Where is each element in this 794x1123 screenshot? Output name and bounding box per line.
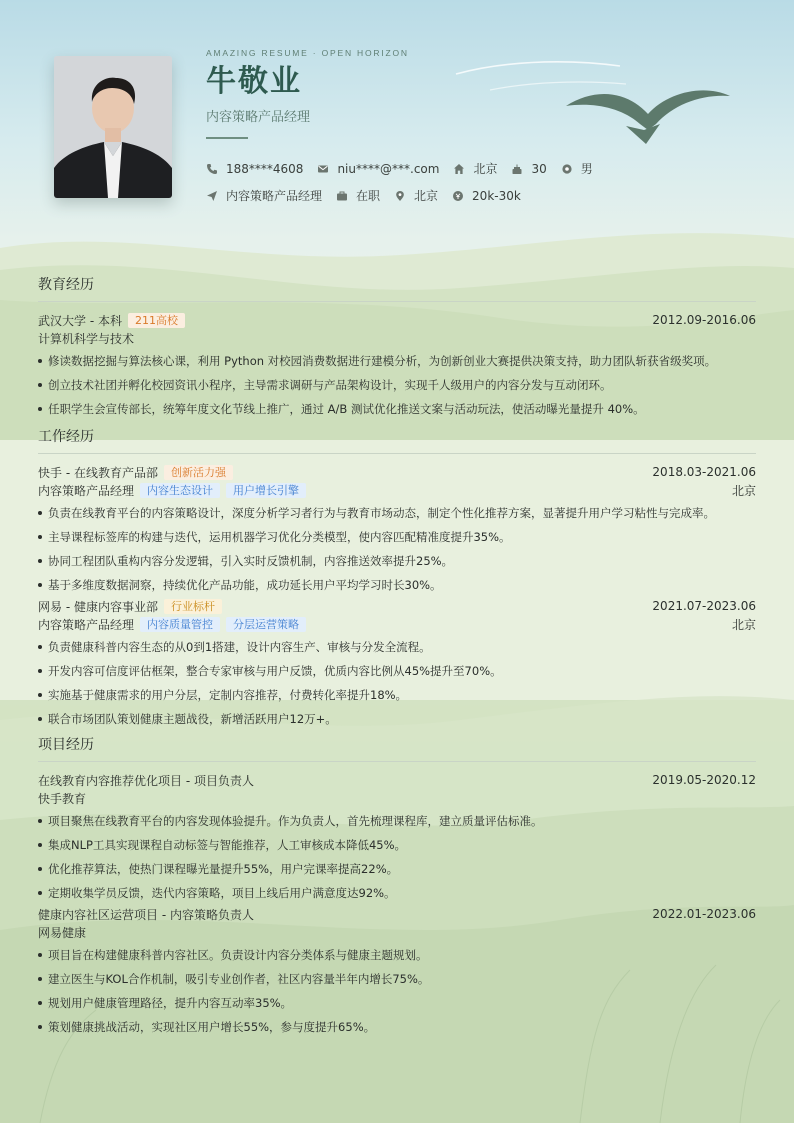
work-bullets — [38, 635, 756, 731]
project-name: 健康内容社区运营项目 - 内容策略负责人 — [38, 907, 254, 922]
list-item: 项目旨在构建健康科普内容社区。负责设计内容分类体系与健康主题规划。 — [38, 943, 756, 967]
list-item: 任职学生会宣传部长，统筹年度文化节线上推广，通过 A/B 测试优化推送文案与活动玩法，使活动曝光量提升 40%。 — [38, 397, 756, 421]
salary-info: 20k-30k — [452, 189, 521, 203]
gender-icon — [561, 163, 573, 175]
projects-section — [38, 734, 756, 1039]
target-role-info: 内容策略产品经理 — [206, 187, 322, 204]
section-divider — [38, 453, 756, 454]
contact-row — [206, 160, 607, 177]
briefcase-icon — [336, 190, 348, 202]
home-info: 北京 — [453, 160, 497, 177]
project-entry-header — [38, 905, 756, 923]
phone-info: 188****4608 — [206, 162, 303, 176]
work-city: 北京 — [731, 483, 756, 498]
list-item: 实施基于健康需求的用户分层，定制内容推荐，付费转化率提升18%。 — [38, 683, 756, 707]
project-date: 2019.05-2020.12 — [652, 773, 756, 787]
list-item: 协同工程团队重构内容分发逻辑，引入实时反馈机制，内容推送效率提升25%。 — [38, 549, 756, 573]
list-item: 基于多维度数据洞察，持续优化产品功能，成功延长用户平均学习时长30%。 — [38, 573, 756, 597]
title-divider — [206, 137, 248, 139]
project-bullets — [38, 809, 756, 905]
section-title: 教育经历 — [38, 277, 94, 293]
major: 计算机科学与技术 — [38, 331, 135, 346]
city-info: 北京 — [394, 187, 438, 204]
work-entry-header — [38, 463, 756, 481]
gender-info: 男 — [561, 160, 593, 177]
section-title: 项目经历 — [38, 737, 94, 753]
project-entry-header — [38, 771, 756, 789]
cake-icon — [511, 163, 523, 175]
money-icon — [452, 190, 464, 202]
role-tag: 用户增长引擎 — [226, 483, 306, 498]
work-bullets — [38, 501, 756, 597]
list-item: 联合市场团队策划健康主题战役，新增活跃用户12万+。 — [38, 707, 756, 731]
education-date: 2012.09-2016.06 — [652, 313, 756, 327]
work-section — [38, 426, 756, 731]
company-tag: 行业标杆 — [164, 599, 222, 614]
work-city: 北京 — [731, 617, 756, 632]
work-entry-header — [38, 597, 756, 615]
role-row — [38, 615, 756, 633]
school-tag: 211高校 — [128, 313, 185, 328]
role-tag: 内容质量管控 — [140, 617, 220, 632]
project-date: 2022.01-2023.06 — [652, 907, 756, 921]
role-name: 内容策略产品经理 — [38, 617, 135, 632]
major-row — [38, 329, 756, 347]
school-name: 武汉大学 - 本科 — [38, 313, 122, 328]
phone-icon — [206, 163, 218, 175]
location-pin-icon — [394, 190, 406, 202]
project-bullets — [38, 943, 756, 1039]
role-row — [38, 481, 756, 499]
project-company: 网易健康 — [38, 925, 87, 940]
project-company: 快手教育 — [38, 791, 87, 806]
project-company-row — [38, 923, 756, 941]
send-icon — [206, 190, 218, 202]
candidate-name: 牛敬业 — [206, 64, 302, 99]
header — [206, 48, 626, 139]
list-item: 开发内容可信度评估框架，整合专家审核与用户反馈，优质内容比例从45%提升至70%。 — [38, 659, 756, 683]
list-item: 创立技术社团并孵化校园资讯小程序，主导需求调研与产品架构设计，实现千人级用户的内容分发与互动闭环。 — [38, 373, 756, 397]
section-title: 工作经历 — [38, 429, 94, 445]
job-title: 内容策略产品经理 — [206, 110, 311, 125]
age-info: 30 — [511, 162, 546, 176]
list-item: 集成NLP工具实现课程自动标签与智能推荐，人工审核成本降低45%。 — [38, 833, 756, 857]
list-item: 负责健康科普内容生态的从0到1搭建，设计内容生产、审核与分发全流程。 — [38, 635, 756, 659]
work-date: 2018.03-2021.06 — [652, 465, 756, 479]
list-item: 规划用户健康管理路径，提升内容互动率35%。 — [38, 991, 756, 1015]
education-entry-header — [38, 311, 756, 329]
role-name: 内容策略产品经理 — [38, 483, 135, 498]
list-item: 项目聚焦在线教育平台的内容发现体验提升。作为负责人，首先梳理课程库，建立质量评估标准。 — [38, 809, 756, 833]
list-item: 建立医生与KOL合作机制，吸引专业创作者，社区内容量半年内增长75%。 — [38, 967, 756, 991]
home-icon — [453, 163, 465, 175]
status-info: 在职 — [336, 187, 380, 204]
tagline: AMAZING RESUME · OPEN HORIZON — [206, 48, 409, 58]
role-tag: 分层运营策略 — [226, 617, 306, 632]
company-name: 快手 - 在线教育产品部 — [38, 465, 158, 480]
mail-icon — [317, 163, 329, 175]
section-divider — [38, 761, 756, 762]
education-bullets — [38, 349, 756, 421]
company-tag: 创新活力强 — [164, 465, 233, 480]
list-item: 策划健康挑战活动，实现社区用户增长55%，参与度提升65%。 — [38, 1015, 756, 1039]
avatar — [54, 56, 172, 198]
role-tag: 内容生态设计 — [140, 483, 220, 498]
list-item: 负责在线教育平台的内容策略设计，深度分析学习者行为与教育市场动态，制定个性化推荐方案，显著提升用户学习粘性与完成率。 — [38, 501, 756, 525]
project-name: 在线教育内容推荐优化项目 - 项目负责人 — [38, 773, 254, 788]
intent-row — [206, 187, 535, 204]
list-item: 修读数据挖掘与算法核心课，利用 Python 对校园消费数据进行建模分析，为创新创业大赛提供决策支持，助力团队斩获省级奖项。 — [38, 349, 756, 373]
project-company-row — [38, 789, 756, 807]
list-item: 优化推荐算法，使热门课程曝光量提升55%，用户完课率提高22%。 — [38, 857, 756, 881]
section-divider — [38, 301, 756, 302]
list-item: 主导课程标签库的构建与迭代，运用机器学习优化分类模型，使内容匹配精准度提升35%。 — [38, 525, 756, 549]
email-info: niu****@***.com — [317, 162, 439, 176]
list-item: 定期收集学员反馈，迭代内容策略，项目上线后用户满意度达92%。 — [38, 881, 756, 905]
education-section — [38, 274, 756, 421]
work-date: 2021.07-2023.06 — [652, 599, 756, 613]
company-name: 网易 - 健康内容事业部 — [38, 599, 158, 614]
